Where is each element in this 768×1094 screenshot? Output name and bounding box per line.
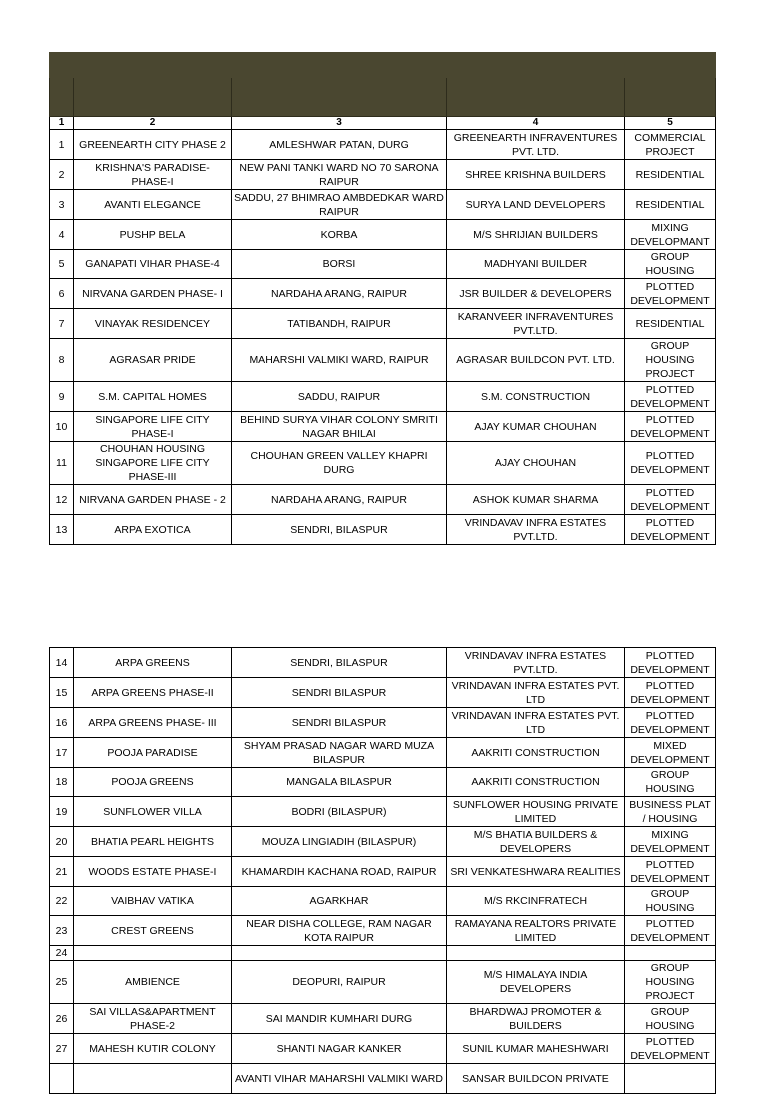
serial-cell: 15 bbox=[50, 678, 74, 708]
location-cell: TATIBANDH, RAIPUR bbox=[232, 309, 447, 339]
project-type-cell: RESIDENTIAL bbox=[625, 160, 716, 190]
location-cell: KORBA bbox=[232, 220, 447, 250]
table-row bbox=[50, 1034, 716, 1064]
table-row bbox=[50, 485, 716, 515]
table-row bbox=[50, 887, 716, 916]
promoter-cell: VRINDAVAV INFRA ESTATES PVT.LTD. bbox=[447, 648, 625, 678]
serial-cell: 1 bbox=[50, 130, 74, 160]
table-row bbox=[50, 916, 716, 946]
table-row bbox=[50, 678, 716, 708]
promoter-cell: MADHYANI BUILDER bbox=[447, 250, 625, 279]
serial-cell: 25 bbox=[50, 961, 74, 1004]
promoter-cell: GREENEARTH INFRAVENTURES PVT. LTD. bbox=[447, 130, 625, 160]
promoter-cell: KARANVEER INFRAVENTURES PVT.LTD. bbox=[447, 309, 625, 339]
project-name-cell: VINAYAK RESIDENCEY bbox=[74, 309, 232, 339]
promoter-cell: AAKRITI CONSTRUCTION bbox=[447, 768, 625, 797]
project-type-cell: PLOTTED DEVELOPMENT bbox=[625, 1034, 716, 1064]
serial-cell: 13 bbox=[50, 515, 74, 545]
serial-cell: 14 bbox=[50, 648, 74, 678]
project-name-cell: POOJA PARADISE bbox=[74, 738, 232, 768]
project-type-cell: RESIDENTIAL bbox=[625, 190, 716, 220]
location-cell: BODRI (BILASPUR) bbox=[232, 797, 447, 827]
promoter-cell: VRINDAVAN INFRA ESTATES PVT. LTD bbox=[447, 708, 625, 738]
serial-cell: 11 bbox=[50, 442, 74, 485]
column-number: 5 bbox=[625, 117, 716, 130]
promoter-cell: M/S SHRIJIAN BUILDERS bbox=[447, 220, 625, 250]
location-cell: MOUZA LINGIADIH (BILASPUR) bbox=[232, 827, 447, 857]
project-name-cell: ARPA GREENS PHASE-II bbox=[74, 678, 232, 708]
column-number-row bbox=[50, 117, 716, 130]
table-row bbox=[50, 442, 716, 485]
project-name-cell: SUNFLOWER VILLA bbox=[74, 797, 232, 827]
project-name-cell: AMBIENCE bbox=[74, 961, 232, 1004]
location-cell: DEOPURI, RAIPUR bbox=[232, 961, 447, 1004]
column-number: 4 bbox=[447, 117, 625, 130]
project-type-cell: MIXING DEVELOPMANT bbox=[625, 220, 716, 250]
location-cell: SENDRI BILASPUR bbox=[232, 708, 447, 738]
project-type-cell: PLOTTED DEVELOPMENT bbox=[625, 678, 716, 708]
project-name-cell: BHATIA PEARL HEIGHTS bbox=[74, 827, 232, 857]
project-type-cell: PLOTTED DEVELOPMENT bbox=[625, 916, 716, 946]
table-row bbox=[50, 961, 716, 1004]
location-cell: AVANTI VIHAR MAHARSHI VALMIKI WARD bbox=[232, 1064, 447, 1094]
serial-cell: 26 bbox=[50, 1004, 74, 1034]
project-type-cell: GROUP HOUSING bbox=[625, 768, 716, 797]
project-type-cell: GROUP HOUSING bbox=[625, 250, 716, 279]
location-cell: AGARKHAR bbox=[232, 887, 447, 916]
table-row bbox=[50, 130, 716, 160]
table-row bbox=[50, 309, 716, 339]
table-row bbox=[50, 1004, 716, 1034]
table-row bbox=[50, 827, 716, 857]
project-name-cell: CHOUHAN HOUSING SINGAPORE LIFE CITY PHASE-III bbox=[74, 442, 232, 485]
project-name-cell: KRISHNA'S PARADISE-PHASE-I bbox=[74, 160, 232, 190]
project-name-cell: ARPA GREENS bbox=[74, 648, 232, 678]
table-row bbox=[50, 768, 716, 797]
header-cell bbox=[625, 78, 716, 117]
project-type-cell bbox=[625, 1064, 716, 1094]
location-cell: SHANTI NAGAR KANKER bbox=[232, 1034, 447, 1064]
project-name-cell: AGRASAR PRIDE bbox=[74, 339, 232, 382]
location-cell: BORSI bbox=[232, 250, 447, 279]
project-name-cell: SINGAPORE LIFE CITY PHASE-I bbox=[74, 412, 232, 442]
project-name-cell: CREST GREENS bbox=[74, 916, 232, 946]
project-type-cell: MIXED DEVELOPMENT bbox=[625, 738, 716, 768]
header-row bbox=[50, 78, 716, 117]
header-cell bbox=[74, 78, 232, 117]
column-number: 3 bbox=[232, 117, 447, 130]
table-row bbox=[50, 1064, 716, 1094]
promoter-cell: SUNIL KUMAR MAHESHWARI bbox=[447, 1034, 625, 1064]
title-band bbox=[50, 53, 716, 78]
serial-cell: 4 bbox=[50, 220, 74, 250]
location-cell: KHAMARDIH KACHANA ROAD, RAIPUR bbox=[232, 857, 447, 887]
project-type-cell: GROUP HOUSING bbox=[625, 887, 716, 916]
location-cell: NARDAHA ARANG, RAIPUR bbox=[232, 279, 447, 309]
serial-cell: 8 bbox=[50, 339, 74, 382]
project-type-cell: COMMERCIAL PROJECT bbox=[625, 130, 716, 160]
serial-cell: 16 bbox=[50, 708, 74, 738]
promoter-cell: AAKRITI CONSTRUCTION bbox=[447, 738, 625, 768]
promoter-cell: AGRASAR BUILDCON PVT. LTD. bbox=[447, 339, 625, 382]
location-cell: MANGALA BILASPUR bbox=[232, 768, 447, 797]
promoter-cell: VRINDAVAN INFRA ESTATES PVT. LTD bbox=[447, 678, 625, 708]
project-type-cell: BUSINESS PLAT / HOUSING bbox=[625, 797, 716, 827]
project-type-cell bbox=[625, 946, 716, 961]
header-cell bbox=[50, 78, 74, 117]
location-cell: MAHARSHI VALMIKI WARD, RAIPUR bbox=[232, 339, 447, 382]
project-name-cell: GREENEARTH CITY PHASE 2 bbox=[74, 130, 232, 160]
project-type-cell: PLOTTED DEVELOPMENT bbox=[625, 279, 716, 309]
project-type-cell: GROUP HOUSING bbox=[625, 1004, 716, 1034]
location-cell: SADDU, RAIPUR bbox=[232, 382, 447, 412]
project-type-cell: PLOTTED DEVELOPMENT bbox=[625, 382, 716, 412]
serial-cell: 18 bbox=[50, 768, 74, 797]
serial-cell bbox=[50, 1064, 74, 1094]
title-cell bbox=[50, 53, 716, 78]
table-row bbox=[50, 190, 716, 220]
serial-cell: 21 bbox=[50, 857, 74, 887]
promoter-cell: ASHOK KUMAR SHARMA bbox=[447, 485, 625, 515]
table-row bbox=[50, 339, 716, 382]
column-number: 1 bbox=[50, 117, 74, 130]
promoter-cell: VRINDAVAV INFRA ESTATES PVT.LTD. bbox=[447, 515, 625, 545]
project-name-cell: WOODS ESTATE PHASE-I bbox=[74, 857, 232, 887]
location-cell: SADDU, 27 BHIMRAO AMBDEDKAR WARD RAIPUR bbox=[232, 190, 447, 220]
table-row bbox=[50, 220, 716, 250]
project-name-cell: AVANTI ELEGANCE bbox=[74, 190, 232, 220]
location-cell: BEHIND SURYA VIHAR COLONY SMRITI NAGAR BHILAI bbox=[232, 412, 447, 442]
table-row bbox=[50, 946, 716, 961]
serial-cell: 9 bbox=[50, 382, 74, 412]
table-row bbox=[50, 250, 716, 279]
table-row bbox=[50, 708, 716, 738]
promoter-cell: RAMAYANA REALTORS PRIVATE LIMITED bbox=[447, 916, 625, 946]
location-cell: SAI MANDIR KUMHARI DURG bbox=[232, 1004, 447, 1034]
promoter-cell: JSR BUILDER & DEVELOPERS bbox=[447, 279, 625, 309]
project-name-cell bbox=[74, 1064, 232, 1094]
project-type-cell: PLOTTED DEVELOPMENT bbox=[625, 442, 716, 485]
serial-cell: 17 bbox=[50, 738, 74, 768]
serial-cell: 12 bbox=[50, 485, 74, 515]
location-cell: NEW PANI TANKI WARD NO 70 SARONA RAIPUR bbox=[232, 160, 447, 190]
serial-cell: 24 bbox=[50, 946, 74, 961]
table-row bbox=[50, 160, 716, 190]
project-type-cell: PLOTTED DEVELOPMENT bbox=[625, 857, 716, 887]
location-cell: NEAR DISHA COLLEGE, RAM NAGAR KOTA RAIPUR bbox=[232, 916, 447, 946]
serial-cell: 19 bbox=[50, 797, 74, 827]
table-row bbox=[50, 648, 716, 678]
project-name-cell: ARPA GREENS PHASE- III bbox=[74, 708, 232, 738]
promoter-cell: S.M. CONSTRUCTION bbox=[447, 382, 625, 412]
promoter-cell: SANSAR BUILDCON PRIVATE bbox=[447, 1064, 625, 1094]
promoter-cell: AJAY KUMAR CHOUHAN bbox=[447, 412, 625, 442]
serial-cell: 27 bbox=[50, 1034, 74, 1064]
table-row bbox=[50, 412, 716, 442]
table-row bbox=[50, 857, 716, 887]
location-cell: SENDRI BILASPUR bbox=[232, 678, 447, 708]
header-cell bbox=[232, 78, 447, 117]
serial-cell: 7 bbox=[50, 309, 74, 339]
project-name-cell: GANAPATI VIHAR PHASE-4 bbox=[74, 250, 232, 279]
table-row bbox=[50, 515, 716, 545]
project-name-cell: ARPA EXOTICA bbox=[74, 515, 232, 545]
project-type-cell: PLOTTED DEVELOPMENT bbox=[625, 412, 716, 442]
location-cell: SHYAM PRASAD NAGAR WARD MUZA BILASPUR bbox=[232, 738, 447, 768]
serial-cell: 22 bbox=[50, 887, 74, 916]
header-cell bbox=[447, 78, 625, 117]
location-cell bbox=[232, 946, 447, 961]
project-table-2 bbox=[49, 647, 716, 1094]
promoter-cell: BHARDWAJ PROMOTER & BUILDERS bbox=[447, 1004, 625, 1034]
project-type-cell: PLOTTED DEVELOPMENT bbox=[625, 485, 716, 515]
promoter-cell: SRI VENKATESHWARA REALITIES bbox=[447, 857, 625, 887]
serial-cell: 6 bbox=[50, 279, 74, 309]
project-name-cell: S.M. CAPITAL HOMES bbox=[74, 382, 232, 412]
project-type-cell: GROUP HOUSING PROJECT bbox=[625, 961, 716, 1004]
promoter-cell bbox=[447, 946, 625, 961]
serial-cell: 23 bbox=[50, 916, 74, 946]
project-type-cell: PLOTTED DEVELOPMENT bbox=[625, 515, 716, 545]
location-cell: SENDRI, BILASPUR bbox=[232, 515, 447, 545]
serial-cell: 3 bbox=[50, 190, 74, 220]
project-type-cell: PLOTTED DEVELOPMENT bbox=[625, 648, 716, 678]
promoter-cell: SURYA LAND DEVELOPERS bbox=[447, 190, 625, 220]
location-cell: NARDAHA ARANG, RAIPUR bbox=[232, 485, 447, 515]
table-row bbox=[50, 738, 716, 768]
project-name-cell: POOJA GREENS bbox=[74, 768, 232, 797]
promoter-cell: M/S HIMALAYA INDIA DEVELOPERS bbox=[447, 961, 625, 1004]
project-name-cell: NIRVANA GARDEN PHASE- I bbox=[74, 279, 232, 309]
location-cell: SENDRI, BILASPUR bbox=[232, 648, 447, 678]
project-table-1 bbox=[49, 52, 716, 545]
serial-cell: 5 bbox=[50, 250, 74, 279]
promoter-cell: M/S RKCINFRATECH bbox=[447, 887, 625, 916]
promoter-cell: M/S BHATIA BUILDERS & DEVELOPERS bbox=[447, 827, 625, 857]
promoter-cell: AJAY CHOUHAN bbox=[447, 442, 625, 485]
table-row bbox=[50, 382, 716, 412]
table-row bbox=[50, 797, 716, 827]
promoter-cell: SHREE KRISHNA BUILDERS bbox=[447, 160, 625, 190]
project-name-cell: NIRVANA GARDEN PHASE - 2 bbox=[74, 485, 232, 515]
table-row bbox=[50, 279, 716, 309]
project-name-cell bbox=[74, 946, 232, 961]
project-type-cell: MIXING DEVELOPMENT bbox=[625, 827, 716, 857]
location-cell: CHOUHAN GREEN VALLEY KHAPRI DURG bbox=[232, 442, 447, 485]
serial-cell: 10 bbox=[50, 412, 74, 442]
project-name-cell: MAHESH KUTIR COLONY bbox=[74, 1034, 232, 1064]
promoter-cell: SUNFLOWER HOUSING PRIVATE LIMITED bbox=[447, 797, 625, 827]
project-name-cell: SAI VILLAS&APARTMENT PHASE-2 bbox=[74, 1004, 232, 1034]
project-type-cell: GROUP HOUSING PROJECT bbox=[625, 339, 716, 382]
serial-cell: 2 bbox=[50, 160, 74, 190]
project-type-cell: PLOTTED DEVELOPMENT bbox=[625, 708, 716, 738]
project-type-cell: RESIDENTIAL bbox=[625, 309, 716, 339]
column-number: 2 bbox=[74, 117, 232, 130]
project-name-cell: VAIBHAV VATIKA bbox=[74, 887, 232, 916]
serial-cell: 20 bbox=[50, 827, 74, 857]
project-name-cell: PUSHP BELA bbox=[74, 220, 232, 250]
location-cell: AMLESHWAR PATAN, DURG bbox=[232, 130, 447, 160]
